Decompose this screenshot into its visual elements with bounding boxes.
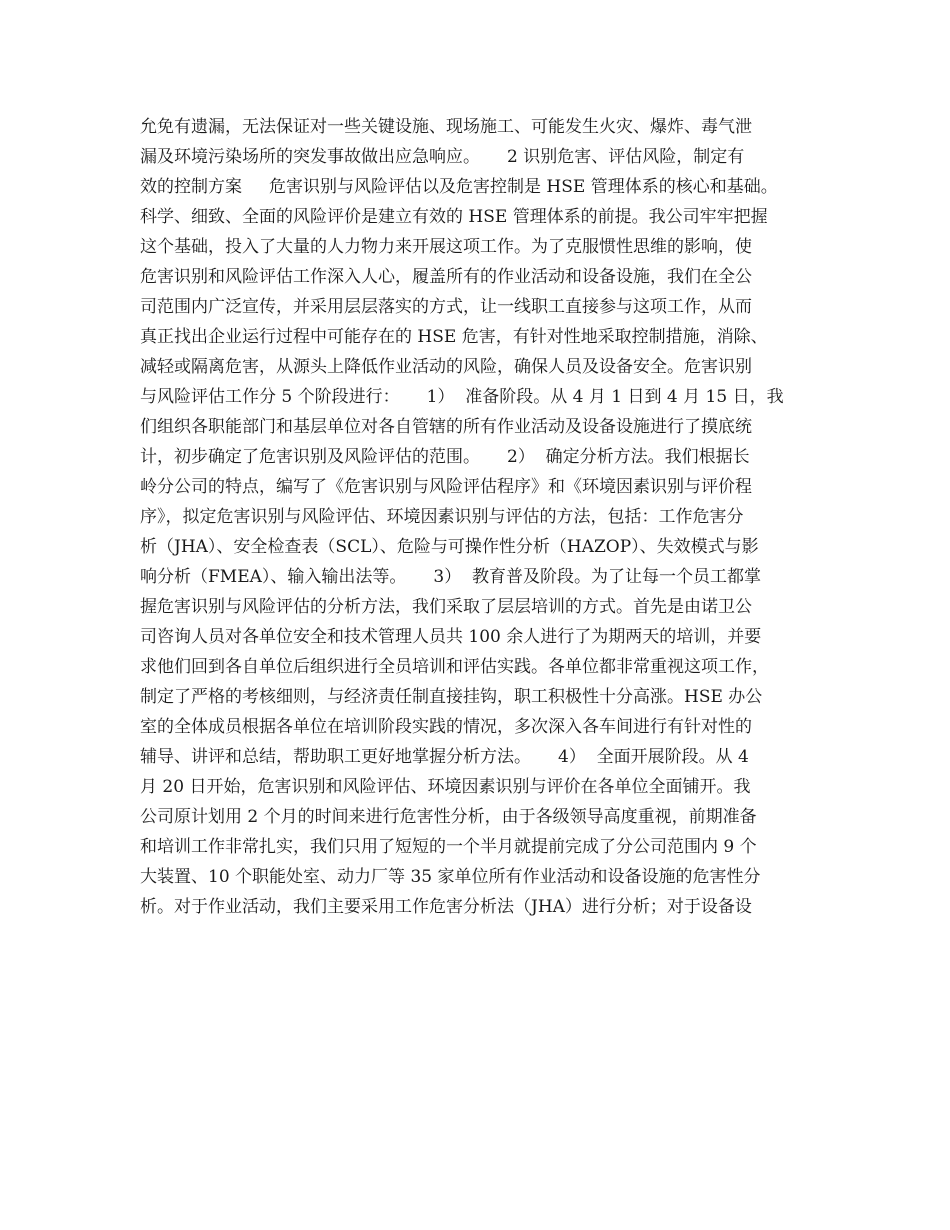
body-text: [140, 112, 840, 922]
text-line: 月 20 日开始，危害识别和风险评估、环境因素识别与评价在各单位全面铺开。我: [140, 777, 751, 797]
text-line: 们组织各职能部门和基层单位对各自管辖的所有作业活动及设备设施进行了摸底统: [140, 417, 752, 437]
text-line: 序》，拟定危害识别与风险评估、环境因素识别与评估的方法，包括：工作危害分: [140, 507, 744, 527]
text-line: 响分析（FMEA）、输入输出法等。 3） 教育普及阶段。为了让每一个员工都掌: [140, 567, 762, 587]
text-line: 司咨询人员对各单位安全和技术管理人员共 100 余人进行了为期两天的培训，并要: [140, 627, 762, 647]
text-line: 科学、细致、全面的风险评价是建立有效的 HSE 管理体系的前提。我公司牢牢把握: [140, 207, 768, 227]
text-line: 制定了严格的考核细则，与经济责任制直接挂钩，职工积极性十分高涨。HSE 办公: [140, 687, 763, 707]
text-line: 危害识别和风险评估工作深入人心，履盖所有的作业活动和设备设施，我们在全公: [140, 267, 752, 287]
text-line: 计，初步确定了危害识别及风险评估的范围。 2） 确定分析方法。我们根据长: [140, 447, 750, 467]
text-line: 效的控制方案 危害识别与风险评估以及危害控制是 HSE 管理体系的核心和基础。: [140, 177, 778, 197]
text-line: 这个基础，投入了大量的人力物力来开展这项工作。为了克服惯性思维的影响，使: [140, 237, 752, 257]
text-line: 和培训工作非常扎实，我们只用了短短的一个半月就提前完成了分公司范围内 9 个: [140, 837, 757, 857]
text-line: 析（JHA）、安全检查表（SCL）、危险与可操作性分析（HAZOP）、失效模式与影: [140, 537, 759, 557]
text-line: 辅导、讲评和总结，帮助职工更好地掌握分析方法。 4） 全面开展阶段。从 4: [140, 747, 749, 767]
text-line: 漏及环境污染场所的突发事故做出应急响应。 2 识别危害、评估风险，制定有: [140, 147, 745, 167]
text-line: 司范围内广泛宣传，并采用层层落实的方式，让一线职工直接参与这项工作，从而: [140, 297, 752, 317]
text-line: 公司原计划用 2 个月的时间来进行危害性分析，由于各级领导高度重视，前期准备: [140, 807, 757, 827]
text-line: 析。对于作业活动，我们主要采用工作危害分析法（JHA）进行分析；对于设备设: [140, 897, 752, 917]
text-line: 室的全体成员根据各单位在培训阶段实践的情况，多次深入各车间进行有针对性的: [140, 717, 752, 737]
text-line: 减轻或隔离危害，从源头上降低作业活动的风险，确保人员及设备安全。危害识别: [140, 357, 752, 377]
text-line: 允免有遗漏，无法保证对一些关键设施、现场施工、可能发生火灾、爆炸、毒气泄: [140, 117, 752, 137]
text-line: 真正找出企业运行过程中可能存在的 HSE 危害，有针对性地采取控制措施，消除、: [140, 327, 768, 347]
text-line: 大装置、10 个职能处室、动力厂等 35 家单位所有作业活动和设备设施的危害性分: [140, 867, 761, 887]
text-line: 岭分公司的特点，编写了《危害识别与风险评估程序》和《环境因素识别与评价程: [140, 477, 752, 497]
text-line: 与风险评估工作分 5 个阶段进行： 1） 准备阶段。从 4 月 1 日到 4 月 15 日，我: [140, 387, 784, 407]
text-line: 握危害识别与风险评估的分析方法，我们采取了层层培训的方式。首先是由诺卫公: [140, 597, 752, 617]
text-line: 求他们回到各自单位后组织进行全员培训和评估实践。各单位都非常重视这项工作，: [140, 657, 769, 677]
